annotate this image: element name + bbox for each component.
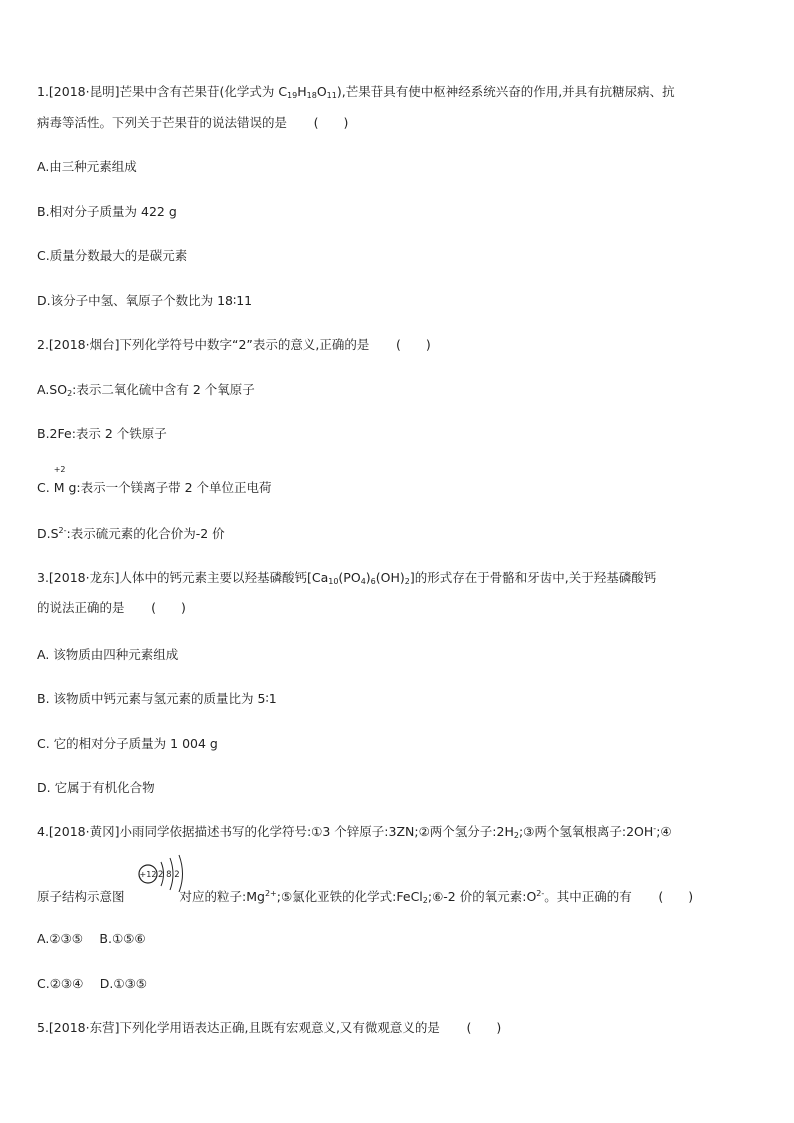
q3-subscript: 10 [328,577,339,586]
q3-option-c: C. 它的相对分子质量为 1 004 g [37,736,218,751]
q4-subscript: 2 [513,831,519,840]
q5-text: 5.[2018·东营]下列化学用语表达正确,且既有宏观意义,又有微观意义的是 [37,1020,440,1035]
q3-subscript: 2 [404,577,410,586]
q3-text: 的说法正确的是 [37,600,125,615]
q1-stem-line2 [37,113,357,133]
q1-subscript: 11 [326,91,337,100]
q3-option-b: B. 该物质中钙元素与氢元素的质量比为 5∶1 [37,691,277,706]
q2-option-a [37,380,255,400]
atom-structure-diagram [137,852,193,892]
q2-text: :表示二氧化硫中含有 2 个氧原子 [72,382,255,397]
q3-text: ]的形式存在于骨骼和牙齿中,关于羟基磷酸钙 [409,570,657,585]
q2-stem [37,335,439,355]
q1-stem-line1 [37,82,675,102]
q4-subscript: 2 [422,896,428,905]
q3-option-a: A. 该物质由四种元素组成 [37,647,179,662]
q2-option-d [37,524,225,544]
q4-stem-line2 [37,887,702,907]
q2-text: 2.[2018·烟台]下列化学符号中数字“2”表示的意义,正确的是 [37,337,370,352]
q3-text: (PO [338,570,361,585]
q4-options-ab: A.②③⑤ B.①⑤⑥ [37,931,146,946]
q3-text: (OH) [375,570,405,585]
q1-text: 1.[2018·昆明]芒果中含有芒果苷(化学式为 C [37,84,288,99]
q2-option-c [37,465,272,498]
q3-text: ) [365,570,371,585]
q4-text: ;③两个氢氧根离子:2OH [518,824,654,839]
q4-text: ;⑥-2 价的氧元素:O [427,889,537,904]
q1-subscript: 19 [287,91,298,100]
q1-subscript: 18 [306,91,317,100]
q1-text: O [316,84,327,99]
q3-subscript: 4 [360,577,366,586]
q4-text: 原子结构示意图 [37,889,125,904]
nucleus-charge: +12 [139,870,157,879]
answer-paren: ( ) [151,600,186,615]
q4-text: ;⑤氯化亚铁的化学式:FeCl [276,889,423,904]
q4-text: 4.[2018·黄冈]小雨同学依据描述书写的化学符号:①3 个锌原子:3ZN;②两个氢分子:2H [37,824,514,839]
q4-text: 对应的粒子:Mg [179,889,265,904]
q2-text: A.SO [37,382,68,397]
element-symbol: M g [53,480,77,495]
q3-stem-line1 [37,568,656,588]
q1-option-b: B.相对分子质量为 422 g [37,204,177,219]
q4-superscript: - [653,824,657,833]
q1-option-a: A.由三种元素组成 [37,159,137,174]
q4-superscript: 2- [536,889,545,898]
q1-option-d: D.该分子中氢、氧原子个数比为 18∶11 [37,293,253,308]
q5-stem [37,1018,510,1038]
q1-option-c: C.质量分数最大的是碳元素 [37,248,188,263]
answer-paren: ( ) [313,115,349,130]
valence-number: +2 [53,465,66,474]
q4-options-cd: C.②③④ D.①③⑤ [37,976,148,991]
atom-structure-svg [137,852,193,892]
q4-text: 。其中正确的有 [544,889,632,904]
q1-text: ),芒果苷具有使中枢神经系统兴奋的作用,并具有抗糖尿病、抗 [336,84,675,99]
q3-text: 3.[2018·龙东]人体中的钙元素主要以羟基磷酸钙[Ca [37,570,329,585]
q4-superscript: 2+ [264,889,277,898]
q2-text: :表示一个镁离子带 2 个单位正电荷 [76,480,272,495]
q1-text: 病毒等活性。下列关于芒果苷的说法错误的是 [37,115,288,130]
answer-paren: ( ) [658,889,694,904]
q2-superscript: 2- [58,526,67,535]
q3-option-d: D. 它属于有机化合物 [37,780,155,795]
q3-subscript: 6 [370,577,376,586]
q2-subscript: 2 [67,389,73,398]
q2-option-b: B.2Fe:表示 2 个铁原子 [37,426,167,441]
q2-text: :表示硫元素的化合价为-2 价 [66,526,225,541]
q2-text: D.S [37,526,59,541]
q4-stem-line1 [37,822,672,842]
q3-stem-line2 [37,598,195,618]
valence-symbol [53,465,77,498]
q4-text: ;④ [656,824,672,839]
shell-electron-counts: 2 8 2 [158,870,180,880]
q2-text: C. [37,480,54,495]
q1-text: H [297,84,307,99]
answer-paren: ( ) [395,337,431,352]
answer-paren: ( ) [466,1020,502,1035]
